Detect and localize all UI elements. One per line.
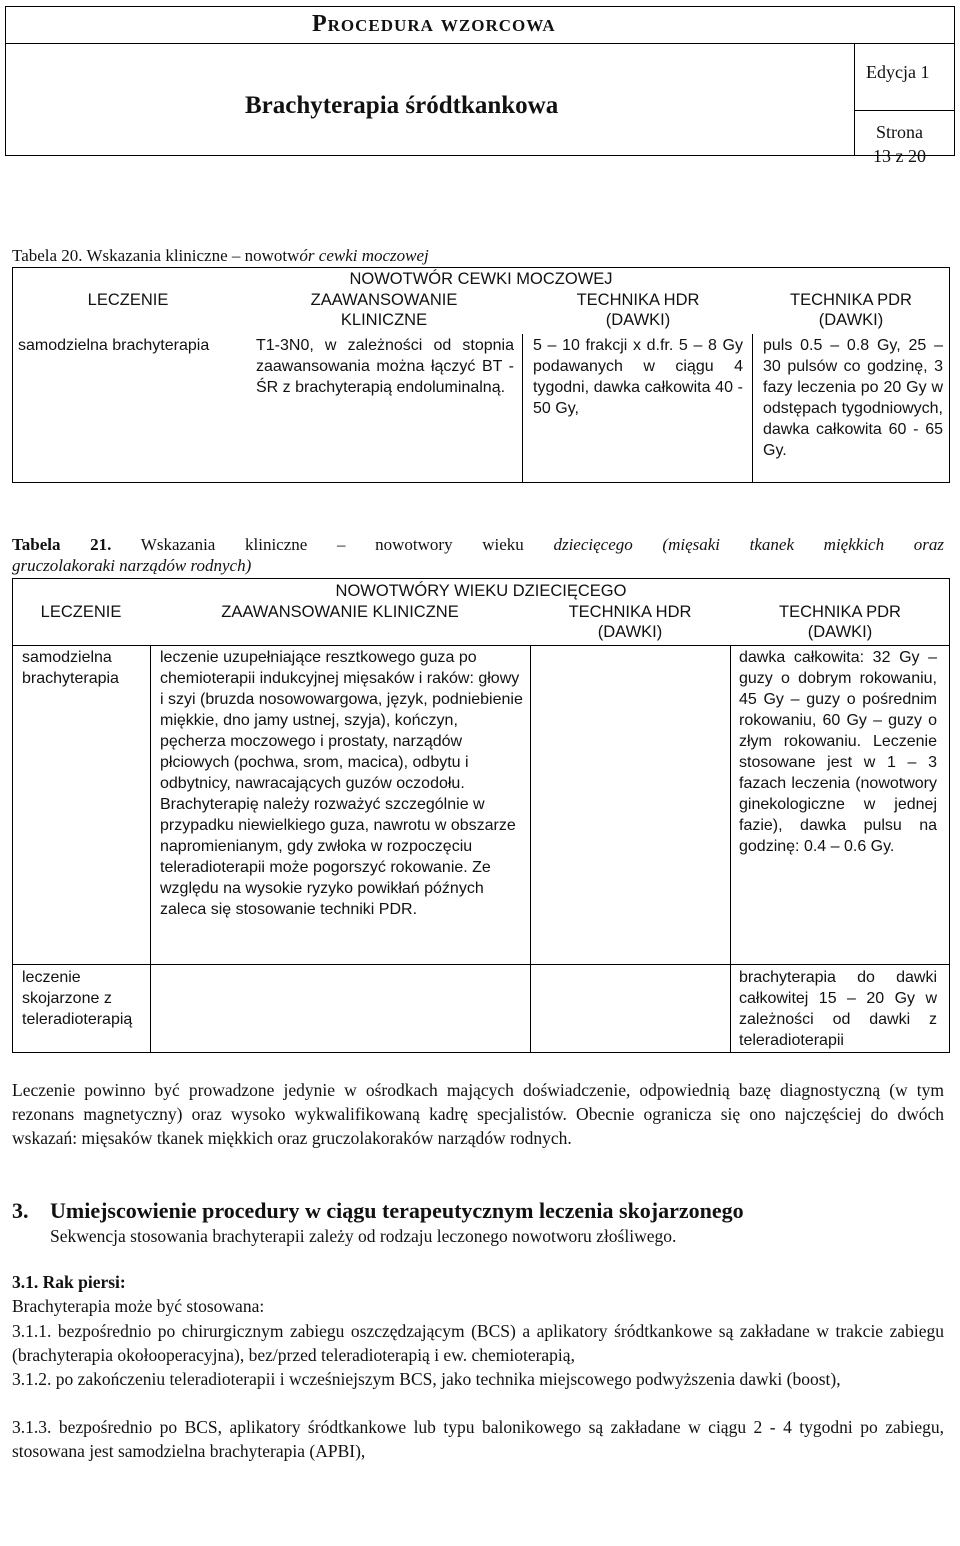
table21-row2-pdr: brachyterapia do dawki całkowitej 15 – 20 Gy w zależności od dawki z teleradioterapii <box>739 969 937 1049</box>
table20-pdr-dose: puls 0.5 – 0.8 Gy, 25 – 30 pulsów co godzinę, 3 fazy leczenia po 20 Gy w odstępach tygodniowych, dawka całkowita 60 - 65 Gy. <box>763 337 943 459</box>
table21-row-divider <box>12 964 950 965</box>
header-divider <box>855 110 955 111</box>
table21-caption-continued: gruczolakoraki narządów rodnych) <box>12 556 252 575</box>
section-heading: 3. Umiejscowienie procedury w ciągu terapeutycznym leczenia skojarzonego <box>12 1198 744 1223</box>
table21-col-stage: ZAAWANSOWANIE KLINICZNE <box>221 603 459 621</box>
page-number: 13 z 20 <box>873 146 926 166</box>
list-item: 3.1.1. bezpośrednio po chirurgicznym zabiegu oszczędzającym (BCS) a aplikatory śródtkankowe są zakładane w trakcie zabiegu (brachyterapia okołooperacyjna), bez/przed teleradioterapią i ew. chemioterapią, <box>12 1321 944 1365</box>
table21-row2-treatment: leczenie skojarzone z teleradioterapią <box>22 969 133 1028</box>
table21-divider <box>150 645 151 1053</box>
table20-col-stage: ZAAWANSOWANIE KLINICZNE <box>310 291 458 329</box>
table20-hdr-dose: 5 – 10 frakcji x d.fr. 5 – 8 Gy podawanych w ciągu 4 tygodni, dawka całkowita 40 - 50 Gy, <box>533 337 743 417</box>
table21-col-treatment: LECZENIE <box>40 603 122 621</box>
table20-col-treatment: LECZENIE <box>87 291 169 309</box>
table21-row-divider <box>12 645 950 646</box>
table21-row1-treatment: samodzielna brachyterapia <box>22 649 119 687</box>
table20-col-hdr: TECHNIKA HDR (DAWKI) <box>576 291 700 329</box>
table21-row1-pdr: dawka całkowita: 32 Gy – guzy o dobrym rokowaniu, 45 Gy – guzy o pośrednim rokowaniu, 60 Gy – guzy o złym rokowaniu. Leczenie stosowane jest w 1 – 3 fazach leczenia (nowotwory ginekologiczne w jednej fazie), dawka pulsu na godzinę: 0.4 – 0.6 Gy. <box>739 649 937 855</box>
procedure-label: Procedura wzorcowa <box>312 11 556 37</box>
list-item: 3.1.2. po zakończeniu teleradioterapii i wcześniejszym BCS, jako technika miejscowego podwyższenia dawki (boost), <box>12 1369 841 1389</box>
table20-stage: T1-3N0, w zależności od stopnia zaawansowania można łączyć BT - ŚR z brachyterapią endoluminalną. <box>256 337 514 396</box>
table20-caption: Tabela 20. Wskazania kliniczne – nowotwór cewki moczowej <box>12 246 429 265</box>
subsection-title: 3.1. Rak piersi: <box>12 1272 126 1292</box>
body-paragraph: Leczenie powinno być prowadzone jedynie w ośrodkach mających doświadczenie, odpowiednią bazę diagnostyczną (w tym rezonans magnetyczny) oraz wysoko wykwalifikowaną kadrę specjalistów. Obecnie ogranicza się ono najczęściej do dwóch wskazań: mięsaków tkanek miękkich oraz gruczolakoraków narządów rodnych. <box>12 1080 944 1148</box>
table20-group-header: NOWOTWÓR CEWKI MOCZOWEJ <box>349 270 613 288</box>
page-label: Strona <box>876 122 923 142</box>
subsection-intro: Brachyterapia może być stosowana: <box>12 1296 265 1316</box>
table20-col-pdr: TECHNIKA PDR (DAWKI) <box>790 291 912 329</box>
document-title: Brachyterapia śródtkankowa <box>245 92 559 119</box>
table21-divider <box>530 645 531 1053</box>
edition-label: Edycja 1 <box>866 62 930 82</box>
table21-col-pdr: TECHNIKA PDR (DAWKI) <box>779 603 901 641</box>
list-item: 3.1.3. bezpośrednio po BCS, aplikatory śródtkankowe lub typu balonikowego są zakładane w ciągu 2 - 4 tygodni po zabiegu, stosowana jest samodzielna brachyterapia (APBI), <box>12 1417 944 1461</box>
table20-treatment: samodzielna brachyterapia <box>18 337 210 354</box>
document-header <box>5 6 955 156</box>
table21-row1-stage: leczenie uzupełniające resztkowego guza po chemioterapii indukcyjnej mięsaków i raków: głowy i szyi (bruzda nosowowargowa, język, podniebienie miękkie, dno jamy ustnej, szyja), kończyn, pęcherza moczowego i prostaty, narządów płciowych (pochwa, srom, macica), odbytu i odbytnicy, nawracających guzów oczodołu. Brachyterapię należy rozważyć szczególnie w przypadku niewielkiego guza, nawrotu w obszarze napromienianym, gdy zwłoka w rozpoczęciu teleradioterapii może pogorszyć rokowanie. Ze względu na wysokie ryzyko powikłań późnych zaleca się stosowanie techniki PDR. <box>160 649 523 918</box>
table21-caption: Tabela 21. Wskazania kliniczne – nowotwory wieku dziecięcego (mięsaki tkanek miękkich oraz <box>12 535 944 554</box>
table21-divider <box>730 645 731 1053</box>
table20-divider <box>752 334 753 483</box>
section-intro: Sekwencja stosowania brachyterapii zależy od rodzaju leczonego nowotworu złośliwego. <box>50 1226 677 1246</box>
table20-divider <box>522 334 523 483</box>
header-divider <box>854 44 855 156</box>
table21-col-hdr: TECHNIKA HDR (DAWKI) <box>568 603 692 641</box>
table21-group-header: NOWOTWÓRY WIEKU DZIECIĘCEGO <box>335 582 627 600</box>
